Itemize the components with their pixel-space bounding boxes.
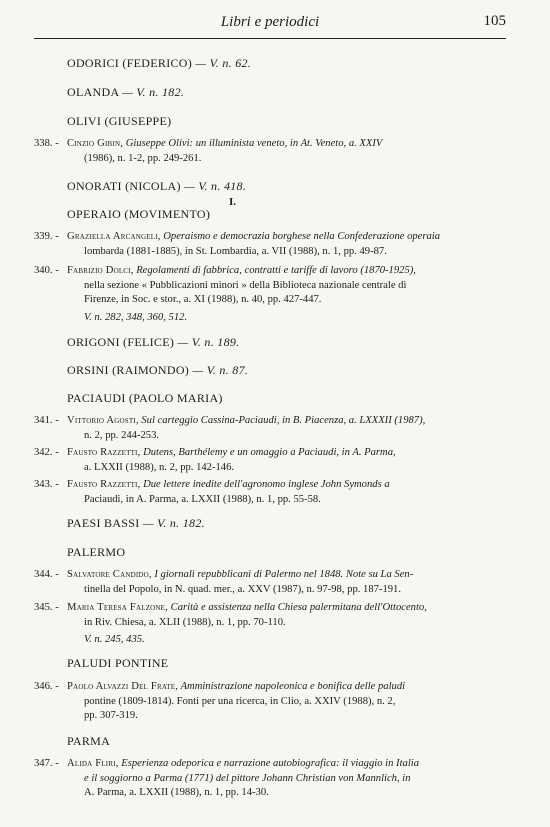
entry-line: Paciaudi, in A. Parma, a. LXXII (1988), n. 1, pp. 55-58. — [84, 493, 321, 505]
entry-346 — [34, 680, 498, 724]
heading-name: OPERAIO (MOVIMENTO) — [67, 207, 211, 221]
entry-line: nella sezione « Pubblicazioni minori » della Biblioteca nazionale centrale di — [84, 279, 407, 291]
heading-operaio — [67, 207, 210, 222]
entry-number: 344. - — [34, 569, 59, 580]
entry-344 — [34, 568, 498, 597]
entry-author: Cinzio Gibin, — [67, 138, 124, 149]
entry-author: Graziella Arcangeli, — [67, 231, 161, 242]
entry-345 — [34, 601, 498, 648]
entry-number: 341. - — [34, 415, 59, 426]
heading-name: OLANDA — [67, 85, 119, 99]
entry-title: Sul carteggio Cassina-Paciaudi, in B. Piacenza, a. LXXXII (1987), — [138, 415, 426, 426]
heading-name: ODORICI (FEDERICO) — [67, 56, 193, 70]
heading-name: PARMA — [67, 734, 111, 748]
entry-341 — [34, 414, 498, 443]
running-title: Libri e periodici — [220, 14, 320, 30]
entry-author: Vittorio Agosti, — [67, 415, 139, 426]
entry-author: Maria Teresa Falzone, — [67, 602, 169, 613]
entry-author: Salvatore Candido, — [67, 569, 152, 580]
entry-line: A. Parma, a. LXXII (1988), n. 1, pp. 14-30. — [84, 787, 269, 798]
entry-347 — [34, 757, 498, 801]
heading-ref: — V. n. 182. — [122, 85, 185, 99]
entry-339 — [34, 230, 498, 259]
heading-ref: — V. n. 87. — [192, 363, 249, 377]
entry-author: Fausto Razzetti, — [67, 447, 141, 458]
entry-title: Operaismo e democrazia borghese nella Confederazione operaia — [160, 231, 441, 242]
entry-line: pp. 307-319. — [84, 710, 138, 721]
entry-line: a. LXXII (1988), n. 2, pp. 142-146. — [84, 461, 235, 473]
entry-title: Regolamenti di fabbrica, contratti e tariffe di lavoro (1870-1925), — [133, 265, 416, 276]
heading-ref: — V. n. 189. — [177, 335, 240, 349]
heading-olivi — [67, 114, 171, 129]
entry-338 — [34, 137, 498, 166]
entry-343 — [34, 478, 498, 507]
entry-line: tinella del Popolo, in N. quad. mer., a. XXV (1987), n. 97-98, pp. 187-191. — [84, 583, 401, 595]
entry-number: 343. - — [34, 479, 59, 490]
entry-line: pontine (1809-1814). Fonti per una ricerca, in Clio, a. XXIV (1988), n. 2, — [84, 695, 396, 707]
entry-author: Fabrizio Dolci, — [67, 265, 134, 276]
heading-ref: — V. n. 62. — [195, 56, 252, 70]
heading-name: PALUDI PONTINE — [67, 656, 169, 670]
entry-number: 347. - — [34, 758, 59, 769]
entry-line: Firenze, in Soc. e stor., a. XI (1988), n. 40, pp. 427-447. — [84, 294, 322, 305]
entry-line: e il soggiorno a Parma (1771) del pittore Johann Christian von Mannlich, in — [84, 772, 411, 784]
heading-name: ORSINI (RAIMONDO) — [67, 363, 190, 377]
entry-title: Esperienza odeporica e narrazione autobiografica: il viaggio in Italia — [118, 758, 419, 769]
heading-ref: — V. n. 418. — [184, 179, 247, 193]
heading-onorati — [67, 179, 246, 194]
entry-line: (1986), n. 1-2, pp. 249-261. — [84, 152, 202, 164]
entry-title: Due lettere inedite dell'agronomo inglese John Symonds a — [140, 479, 390, 490]
heading-name: PALERMO — [67, 545, 126, 559]
entry-line: in Riv. Chiesa, a. XLII (1988), n. 1, pp. 70-110. — [84, 616, 286, 628]
entry-title: Carità e assistenza nella Chiesa palermitana dell'Ottocento, — [168, 602, 427, 613]
running-header — [34, 12, 506, 39]
heading-origoni — [67, 335, 240, 350]
heading-orsini — [67, 363, 248, 378]
heading-name: PACIAUDI (PAOLO MARIA) — [67, 391, 223, 405]
entry-author: Alida Fliri, — [67, 758, 119, 769]
heading-paesi-bassi — [67, 516, 205, 531]
page-number: 105 — [483, 13, 506, 29]
heading-odorici — [67, 56, 251, 71]
entry-title: Dutens, Barthélemy e un omaggio a Paciaudi, in A. Parma, — [140, 447, 396, 458]
entry-number: 338. - — [34, 138, 59, 149]
heading-paludi-pontine — [67, 656, 168, 671]
heading-name: ORIGONI (FELICE) — [67, 335, 175, 349]
heading-palermo — [67, 545, 125, 560]
heading-name: ONORATI (NICOLA) — [67, 179, 181, 193]
entry-author: Fausto Razzetti, — [67, 479, 141, 490]
heading-name: PAESI BASSI — [67, 516, 140, 530]
heading-paciaudi — [67, 391, 223, 406]
entry-number: 345. - — [34, 602, 59, 613]
entry-342 — [34, 446, 498, 475]
heading-ref: — V. n. 182. — [142, 516, 205, 530]
entry-title: I giornali repubblicani di Palermo nel 1848. Note su La Sen- — [151, 569, 414, 580]
entry-number: 340. - — [34, 265, 59, 276]
entry-title: Amministrazione napoleonica e bonifica delle paludi — [178, 681, 406, 692]
entry-author: Paolo Alvazzi Del Frate, — [67, 681, 179, 692]
heading-parma — [67, 734, 110, 749]
heading-olanda — [67, 85, 184, 100]
entry-number: 342. - — [34, 447, 59, 458]
entry-line: lombarda (1881-1885), in St. Lombardia, a. VII (1988), n. 1, pp. 49-87. — [84, 245, 387, 257]
entry-340 — [34, 264, 498, 325]
entry-line: n. 2, pp. 244-253. — [84, 429, 160, 441]
entry-title: Giuseppe Olivi: un illuminista veneto, in At. Veneto, a. XXIV — [123, 138, 383, 149]
entry-see-also: V. n. 245, 435. — [84, 634, 145, 645]
printer-mark: I. — [229, 196, 237, 208]
heading-name: OLIVI (GIUSEPPE) — [67, 114, 172, 128]
entry-number: 346. - — [34, 681, 59, 692]
entry-see-also: V. n. 282, 348, 360, 512. — [84, 311, 188, 323]
entry-number: 339. - — [34, 231, 59, 242]
